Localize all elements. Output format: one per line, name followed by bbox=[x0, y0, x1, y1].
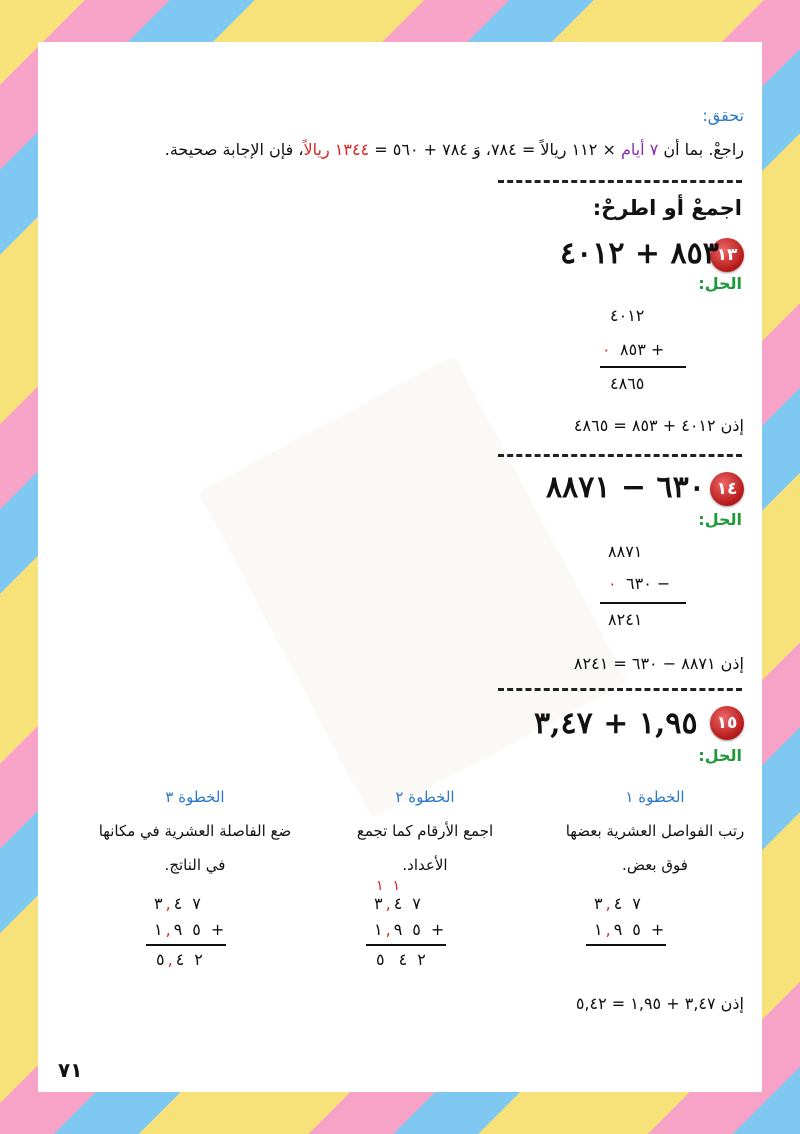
sum-line bbox=[600, 366, 686, 368]
result: ٤٨٦٥ bbox=[610, 374, 645, 393]
step-title: الخطوة ١ bbox=[625, 788, 685, 806]
step-text-line-1: ضع الفاصلة العشرية في مكانها bbox=[98, 822, 292, 840]
check-line bbox=[165, 140, 744, 159]
bottom-operand: ٦٣٠ − bbox=[626, 574, 671, 593]
top-operand: ٨٨٧١ bbox=[608, 542, 643, 561]
step-3-calculation bbox=[146, 894, 226, 984]
problem-expression: ٦٣٠ − ٨٨٧١ bbox=[546, 470, 705, 505]
step-3 bbox=[80, 780, 310, 882]
check-text-1: راجعْ. بما أن bbox=[658, 140, 744, 159]
conclusion: إذن ٨٨٧١ − ٦٣٠ = ٨٢٤١ bbox=[573, 654, 744, 673]
placeholder-zero: ٠ bbox=[608, 574, 617, 593]
sum-line bbox=[146, 944, 226, 946]
page-number: ٧١ bbox=[58, 1058, 83, 1082]
step-1 bbox=[540, 780, 770, 882]
problem-expression: ٨٥٣ + ٤٠١٢ bbox=[560, 236, 719, 271]
divider bbox=[498, 454, 742, 457]
bottom-number: ١ , ٩ ٥ + bbox=[154, 920, 225, 939]
placeholder-zero: ٠ bbox=[602, 340, 611, 359]
solution-label: الحل: bbox=[698, 746, 742, 765]
bottom-operand: ٨٥٣ + bbox=[620, 340, 665, 359]
top-operand: ٤٠١٢ bbox=[610, 306, 645, 325]
top-number: ٣ , ٤ ٧ bbox=[154, 894, 201, 913]
section-title: اجمعْ أو اطرحْ: bbox=[592, 196, 742, 220]
result-number: ٥ ٤ ٢ bbox=[376, 950, 426, 969]
conclusion: إذن ٣,٤٧ + ١,٩٥ = ٥,٤٢ bbox=[575, 994, 744, 1013]
check-text-2: × ١١٢ ريالاً = ٧٨٤، وَ ٧٨٤ + ٥٦٠ = bbox=[369, 140, 621, 159]
problem-number-badge: ١٣ bbox=[710, 238, 744, 272]
step-text-line-2: الأعداد. bbox=[402, 856, 448, 874]
problem-number-badge: ١٤ bbox=[710, 472, 744, 506]
step-title: الخطوة ٢ bbox=[395, 788, 455, 806]
divider bbox=[498, 688, 742, 691]
step-title: الخطوة ٣ bbox=[165, 788, 225, 806]
top-number: ٣ , ٤ ٧ bbox=[594, 894, 641, 913]
result: ٨٢٤١ bbox=[608, 610, 643, 629]
result-number: ٥ , ٤ ٢ bbox=[156, 950, 203, 969]
step-text-line-1: اجمع الأرقام كما تجمع bbox=[356, 822, 494, 840]
conclusion: إذن ٤٠١٢ + ٨٥٣ = ٤٨٦٥ bbox=[573, 416, 744, 435]
step-1-calculation bbox=[586, 894, 666, 984]
check-days: ٧ أيام bbox=[620, 140, 659, 159]
step-2-calculation bbox=[366, 878, 446, 988]
check-label: تحقق: bbox=[702, 106, 744, 125]
check-text-3: ، فإن الإجابة صحيحة. bbox=[164, 140, 304, 159]
watermark-book bbox=[198, 356, 628, 819]
solution-label: الحل: bbox=[698, 510, 742, 529]
bottom-number: ١ , ٩ ٥ + bbox=[374, 920, 445, 939]
step-text-line-2: فوق بعض. bbox=[622, 856, 688, 874]
carry-digits: ١ ١ bbox=[376, 878, 400, 894]
step-text-line-2: في الناتج. bbox=[164, 856, 226, 874]
divider bbox=[498, 180, 742, 183]
sum-line bbox=[586, 944, 666, 946]
top-number: ٣ , ٤ ٧ bbox=[374, 894, 421, 913]
check-total: ١٣٤٤ ريالاً bbox=[303, 140, 370, 159]
solution-label: الحل: bbox=[698, 274, 742, 293]
problem-number-badge: ١٥ bbox=[710, 706, 744, 740]
step-text-line-1: رتب الفواصل العشرية بعضها bbox=[565, 822, 745, 840]
difference-line bbox=[600, 602, 686, 604]
bottom-number: ١ , ٩ ٥ + bbox=[594, 920, 665, 939]
step-2 bbox=[310, 780, 540, 882]
problem-expression: ١,٩٥ + ٣,٤٧ bbox=[534, 706, 698, 741]
sum-line bbox=[366, 944, 446, 946]
page-sheet bbox=[38, 42, 762, 1092]
